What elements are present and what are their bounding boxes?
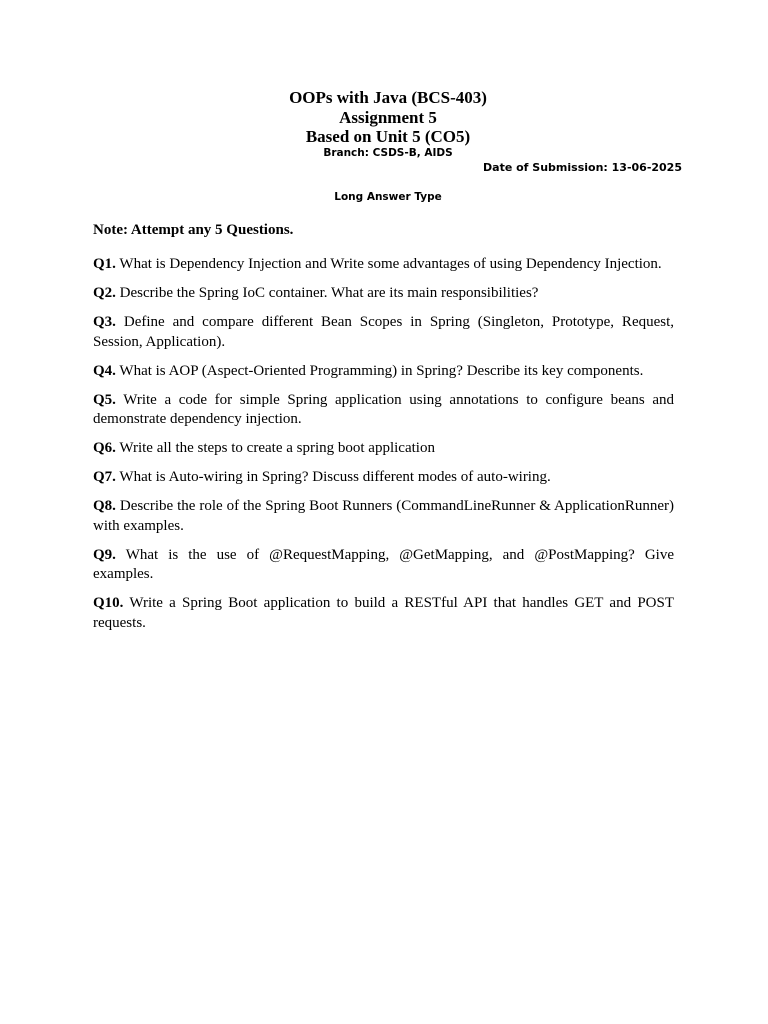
question-list [93, 255, 674, 643]
question-number: Q1. [93, 256, 116, 272]
question-item [93, 284, 674, 304]
question-item [93, 594, 674, 633]
question-text: Describe the Spring IoC container. What are its main responsibilities? [119, 285, 539, 301]
question-number: Q9. [93, 546, 116, 563]
document-header [0, 88, 768, 160]
question-number: Q8. [93, 498, 116, 514]
question-text: Define and compare different Bean Scopes in Spring (Singleton, Prototype, Request, Session, Application). [93, 314, 675, 350]
question-text: What is AOP (Aspect-Oriented Programming) in Spring? Describe its key components. [119, 362, 644, 379]
question-item [93, 362, 674, 382]
question-number: Q5. [93, 391, 116, 408]
question-number: Q3. [93, 314, 116, 330]
section-heading: Long Answer Type [334, 191, 442, 203]
question-item [93, 439, 674, 459]
question-item [93, 255, 674, 275]
course-title: OOPs with Java (BCS-403) [289, 88, 487, 107]
question-item [93, 468, 674, 488]
submission-date: Date of Submission: 13-06-2025 [483, 161, 682, 174]
question-number: Q4. [93, 362, 116, 379]
branch-label: Branch: CSDS-B, AIDS [323, 146, 453, 159]
question-number: Q6. [93, 440, 116, 456]
question-text: Write all the steps to create a spring boot application [119, 440, 435, 456]
question-text: Write a code for simple Spring application using annotations to configure beans and demonstrate dependency injection. [93, 391, 675, 427]
unit-title: Based on Unit 5 (CO5) [305, 127, 471, 146]
question-text: Describe the role of the Spring Boot Runners (CommandLineRunner & ApplicationRunner) with examples. [93, 498, 674, 534]
question-number: Q2. [93, 285, 116, 301]
question-text: What is Dependency Injection and Write some advantages of using Dependency Injection. [119, 256, 662, 272]
question-item [93, 313, 674, 352]
note-text: Note: Attempt any 5 Questions. [93, 222, 294, 238]
assignment-title: Assignment 5 [339, 107, 437, 127]
question-number: Q10. [93, 595, 124, 611]
question-number: Q7. [93, 469, 116, 485]
question-text: What is the use of @RequestMapping, @GetMapping, and @PostMapping? Give examples. [93, 546, 674, 582]
question-item [93, 391, 674, 430]
question-item [93, 546, 674, 585]
question-item [93, 497, 674, 536]
question-text: Write a Spring Boot application to build a RESTful API that handles GET and POST requests. [93, 595, 674, 631]
question-text: What is Auto-wiring in Spring? Discuss different modes of auto-wiring. [119, 469, 551, 485]
